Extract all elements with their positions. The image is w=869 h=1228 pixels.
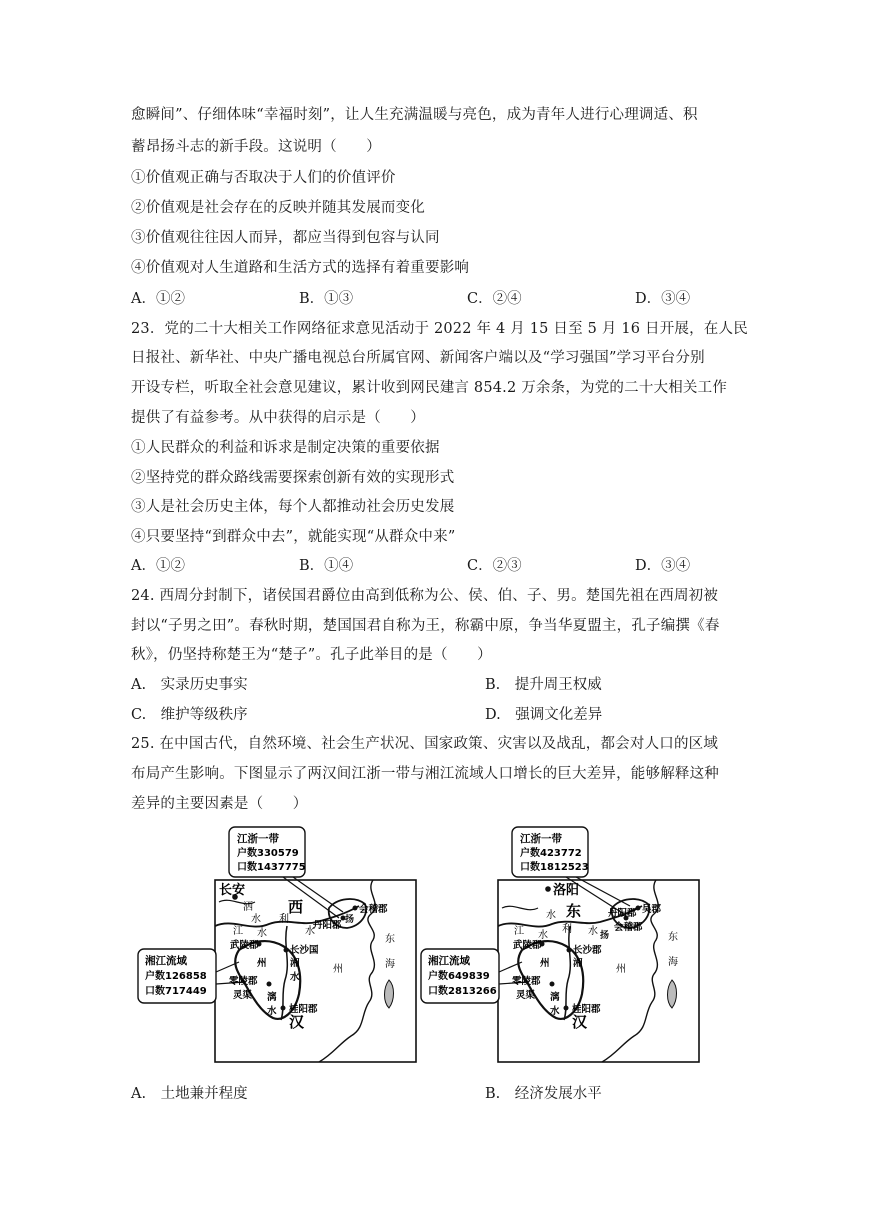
xj-title-label: 湘江流域 xyxy=(145,955,187,967)
eastern-han-population-map xyxy=(416,822,704,1066)
q23-statement-4: ④只要坚持“到群众中去”，就能实现“从群众中来” xyxy=(131,529,456,545)
q23-stem-line-4: 提供了有益参考。从中获得的启示是（ ） xyxy=(131,410,425,426)
q23-statement-3: ③人是社会历史主体，每个人都推动社会历史发展 xyxy=(131,499,455,515)
jz-title-label: 江浙一带 xyxy=(237,833,279,845)
q24-option-b[interactable]: B. 提升周王权威 xyxy=(485,677,602,693)
capital-label: 洛阳 xyxy=(553,883,580,898)
q23-stem-line-1: 23．党的二十大相关工作网络征求意见活动于 2022 年 4 月 15 日至 5 月 16 日开展，在人民 xyxy=(131,321,748,337)
zhou-label-2: 州 xyxy=(333,964,343,975)
xj-hu-label: 户数649839 xyxy=(428,971,490,982)
danyang-label: 丹阳郡 xyxy=(608,908,637,919)
river-label-3: 江 xyxy=(233,926,243,937)
zhou-label-1: 州 xyxy=(540,958,550,969)
changsha-label: 长沙郡 xyxy=(573,945,602,956)
dong-label: 东 xyxy=(668,932,678,943)
wujun-label: 吴郡 xyxy=(642,904,662,915)
q23-option-a[interactable]: A．①② xyxy=(131,558,185,574)
xiang-label: 湘 xyxy=(573,958,583,969)
xiang-label: 湘 xyxy=(290,958,300,969)
dynasty-label-2: 汉 xyxy=(289,1013,305,1031)
q22-statement-2: ②价值观是社会存在的反映并随其发展而变化 xyxy=(131,200,425,216)
lingling-label: 零陵郡 xyxy=(512,976,541,987)
river-label-6: 利 xyxy=(279,914,289,925)
wuling-label: 武陵郡 xyxy=(230,940,259,951)
western-han-population-map xyxy=(133,822,421,1066)
q23-statement-2: ②坚持党的群众路线需要探索创新有效的实现形式 xyxy=(131,470,455,486)
hai-label: 海 xyxy=(385,959,395,970)
q24-stem-line-2: 封以“子男之田”。春秋时期，楚国国君自称为王，称霸中原，争当华夏盟主，孔子编撰《春 xyxy=(131,618,720,634)
li-label: 漓 xyxy=(267,992,277,1003)
q22-option-a[interactable]: A．①② xyxy=(131,291,185,307)
q24-option-c[interactable]: C. 维护等级秩序 xyxy=(131,707,248,723)
jz-title-label: 江浙一带 xyxy=(520,833,562,845)
xj-title-label: 湘江流域 xyxy=(428,955,470,967)
river-label-4: 水 xyxy=(538,930,548,941)
q22-stem-line-1: 愈瞬间”、仔细体味“幸福时刻”，让人生充满温暖与亮色，成为青年人进行心理调适、积 xyxy=(131,107,698,123)
guiyang-label: 桂阳郡 xyxy=(572,1004,601,1015)
capital-label: 长安 xyxy=(219,883,246,898)
jz-hu-label: 户数330579 xyxy=(237,848,299,859)
lingling-label: 零陵郡 xyxy=(229,976,258,987)
hai-label: 海 xyxy=(668,957,678,968)
zhou-label-2: 州 xyxy=(616,964,626,975)
q25-option-b[interactable]: B. 经济发展水平 xyxy=(485,1086,602,1102)
danyang-label: 丹阳郡 xyxy=(313,920,342,931)
river-label-2: 水 xyxy=(251,914,261,925)
q25-stem-line-1: 25. 在中国古代，自然环境、社会生产状况、国家政策、灾害以及战乱，都会对人口的区域 xyxy=(131,736,719,752)
q22-option-c[interactable]: C．②④ xyxy=(467,291,522,307)
river-label-4: 水 xyxy=(257,928,267,939)
kuaiji-label: 会稽郡 xyxy=(614,922,643,933)
xj-kou-label: 口数717449 xyxy=(145,986,207,997)
q22-option-d[interactable]: D．③④ xyxy=(635,291,691,307)
kuaiji-label: 会稽郡 xyxy=(359,904,388,915)
shui2-label: 水 xyxy=(550,1006,560,1017)
xj-kou-label: 口数2813266 xyxy=(428,986,497,997)
q23-stem-line-3: 开设专栏，听取全社会意见建议，累计收到网民建言 854.2 万余条，为党的二十大相关工作 xyxy=(131,380,728,396)
q22-stem-line-2: 蓄昂扬斗志的新手段。这说明（ ） xyxy=(131,139,381,155)
yang-label: 扬 xyxy=(345,915,355,925)
q24-option-a[interactable]: A. 实录历史事实 xyxy=(131,677,248,693)
jz-hu-label: 户数423772 xyxy=(520,848,582,859)
li-label: 漓 xyxy=(550,992,560,1003)
q23-stem-line-2: 日报社、新华社、中央广播电视总台所属官网、新闻客户端以及“学习强国”学习平台分别 xyxy=(131,350,705,366)
lingqu-label: 灵渠 xyxy=(516,990,536,1001)
xj-hu-label: 户数126858 xyxy=(145,971,207,982)
q22-statement-4: ④价值观对人生道路和生活方式的选择有着重要影响 xyxy=(131,260,470,276)
dong-label: 东 xyxy=(385,934,395,945)
zhou-label-1: 州 xyxy=(257,958,267,969)
q23-option-d[interactable]: D．③④ xyxy=(635,558,691,574)
yang-label: 扬 xyxy=(600,931,610,941)
jz-kou-label: 口数1437775 xyxy=(237,862,306,873)
q23-option-c[interactable]: C．②③ xyxy=(467,558,522,574)
shui-label: 水 xyxy=(290,972,300,983)
q25-stem-line-3: 差异的主要因素是（ ） xyxy=(131,796,308,812)
jz-kou-label: 口数1812523 xyxy=(520,862,589,873)
dynasty-label-1: 东 xyxy=(566,902,582,920)
q23-option-b[interactable]: B．①④ xyxy=(299,558,354,574)
q24-stem-line-1: 24. 西周分封制下，诸侯国君爵位由高到低称为公、侯、伯、子、男。楚国先祖在西周初被 xyxy=(131,588,719,604)
dynasty-label-2: 汉 xyxy=(572,1013,588,1031)
q24-stem-line-3: 秋》，仍坚持称楚王为“楚子”。孔子此举目的是（ ） xyxy=(131,647,492,663)
q25-stem-line-2: 布局产生影响。下图显示了两汉间江浙一带与湘江流域人口增长的巨大差异，能够解释这种 xyxy=(131,766,719,782)
river-label-1: 洒 xyxy=(243,902,253,913)
river-label-5: 水 xyxy=(588,926,598,937)
q23-statement-1: ①人民群众的利益和诉求是制定决策的重要依据 xyxy=(131,440,440,456)
river-label-5: 水 xyxy=(305,926,315,937)
q22-statement-1: ①价值观正确与否取决于人们的价值评价 xyxy=(131,170,396,186)
changsha-label: 长沙国 xyxy=(290,945,319,956)
river-label-2: 水 xyxy=(546,910,556,921)
shui2-label: 水 xyxy=(267,1006,277,1017)
dynasty-label-1: 西 xyxy=(288,898,304,916)
river-label-1: 江 xyxy=(514,926,524,937)
q22-statement-3: ③价值观往往因人而异，都应当得到包容与认同 xyxy=(131,230,440,246)
wuling-label: 武陵郡 xyxy=(513,940,542,951)
lingqu-label: 灵渠 xyxy=(233,990,253,1001)
river-label-3: 利 xyxy=(562,924,572,935)
q24-option-d[interactable]: D. 强调文化差异 xyxy=(485,707,603,723)
q25-option-a[interactable]: A. 土地兼并程度 xyxy=(131,1086,248,1102)
q22-option-b[interactable]: B．①③ xyxy=(299,291,354,307)
guiyang-label: 桂阳郡 xyxy=(289,1004,318,1015)
